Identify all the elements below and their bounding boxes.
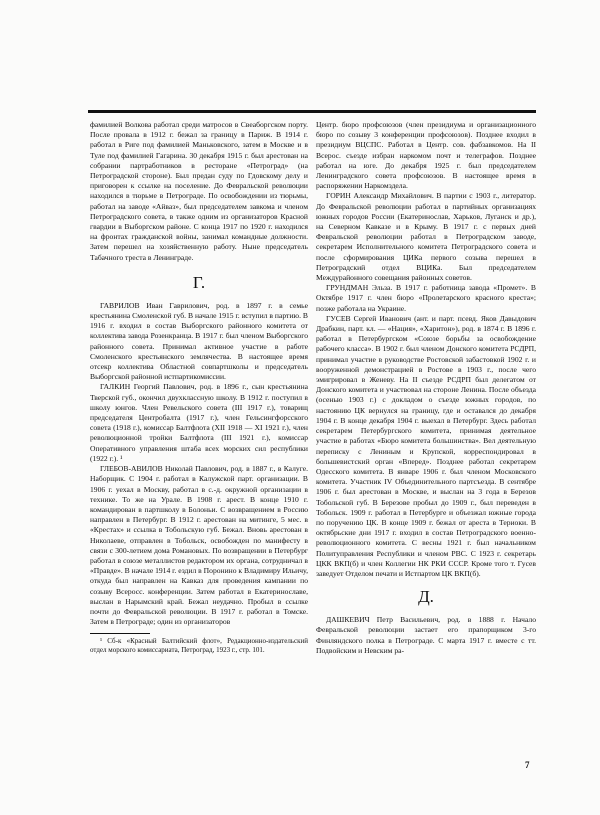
entry-gorin: ГОРИН Александр Михайлович. В партии с 1903 г., литератор. До Февральской революции работал в партийных организациях южных городов России (Екатеринослав, Харьков, Луганск и др.), на Северном Кавказе и в Крыму. В 1917 г. с первых дней Февральской революции работал в Петроградском заводе, секретарем Исполнительного комитета Петроградского совета и после сформирования ЦИКа первого созыва перешел в Петроградский отдел ВЦИКа. Был председателем Междурайонного совещания районных советов. bbox=[316, 191, 536, 283]
page-number: 7 bbox=[525, 760, 530, 770]
entry-gusev: ГУСЕВ Сергей Иванович (ант. и парт. псевд. Яков Давыдович Драбкин, парт. кл. — «Нация», «Харитон»), род. в 1874 г. В 1896 г. работал в Петербургском «Союзе борьбы за освобождение рабочего класса». В 1902 г. был членом Донского комитета РСДРП, принимал участие в руководстве Ростовской забастовкой 1902 г. и вооруженной демонстрацией в Ростове в 1903 г., после чего эмигрировал в Женеву. На II съезде РСДРП был делегатом от Донского комитета и участвовал на стороне Ленина. После объезда (осенью 1903 г.) с докладом о съезде южных городов, по настоянию ЦК вернулся на границу, где и оставался до декабря 1904 г. В конце декабря 1904 г. выехал в Петербург. Здесь работал секретарем Петербургского комитета, принимая деятельное участие в работах «Бюро комитета большинства». Вел деятельную переписку с Лениным и Крупской, корреспондировал в большевистский орган «Вперед». Позднее работал секретарем Одесского комитета. В январе 1906 г. был членом Московского комитета. Участник IV Объединительного партсъезда. В сентябре 1906 г. был арестован в Москве, и выслан на 3 года в Березов Тобольской губ. В Березове пробыл до 1909 г., был переведен в Тобольск. 1909 г. работал в Петербурге и объезжал южные города по поручению ЦК. В конце 1909 г. бежал от ареста в Териоки. В октябрьские дни 1917 г. входил в состав Петроградского военно-революционного комитета. С весны 1921 г. был начальником Политуправления Республики и членом РВС. С 1923 г. секретарь ЦКК ВКП(б) и член Коллегии НК РКИ СССР. Кроме того т. Гусев заведует Отделом печати и Истпартом ЦК ВКП(б). bbox=[316, 313, 536, 578]
footnote-divider bbox=[90, 633, 150, 634]
section-letter-d: Д. bbox=[418, 587, 434, 607]
entry-grundman: ГРУНДМАН Эльза. В 1917 г. работница завода «Промет». В Октябре 1917 г. член бюро «Пролетарского красного креста»; позже работала на Украине. bbox=[316, 283, 536, 313]
left-column bbox=[90, 120, 308, 655]
entry-gavrilov: ГАВРИЛОВ Иван Гаврилович, род. в 1897 г. в семье крестьянина Смоленской губ. В начале 1915 г. вступил в партию. В 1916 г. входил в состав Выборгского районного комитета от коллектива завода Розенкранца. В 1917 г. был членом Выборгского районного совета. Принимал активное участие в работе Смоленского крестьянского землячества. В настоящее время отсекр коллектива Областной совпартшколы и председатель Выборгской районной истпартикомиссии. bbox=[90, 300, 308, 382]
section-divider bbox=[88, 110, 536, 113]
entry-glebov-avilov: ГЛЕБОВ-АВИЛОВ Николай Павлович, род. в 1887 г., в Калуге. Наборщик. С 1904 г. работал в Калужской парт. организации. В 1906 г. уехал в Москву, работал в с.-д. окружной организации в технике. То же на Урале. В 1908 г. арест. В конце 1910 г. командирован в партшколу в Болоньи. С возвращением в Россию направлен в Петербург. В 1912 г. арестован на митинге, 5 мес. в «Крестах» и ссылка в Тобольскую губ. Бежал. Вновь арестован в Николаеве, отправлен в Тобольск, освобожден по манифесту в связи с 300-летием дома Романовых. По возвращении в Петербург работал в союзе металлистов редактором их органа, сотрудничал в «Правде». В начале 1914 г. ездил в Поронино к Владимиру Ильичу, откуда был направлен на Кавказ для проведения кампании по созыву Всеросс. конференции. Затем работал в Екатеринославе, выслан в Нарымский край. Бежал неудачно. Пробыл в ссылке почти до Февральской революции. В 1917 г. работал в Томске. Затем в Петрограде; один из организаторов bbox=[90, 464, 308, 627]
right-column bbox=[316, 120, 536, 656]
continued-entry: Центр. бюро профсоюзов (член президиума и организационного бюро по созыву 3 конференции профсоюзов). Позднее входил в президиум ВЦСПС. Работал в Центр. сов. фабзавкомов. На II Всерос. съезде избран наркомом почт и телеграфов. Позднее работал на юге. До декабря 1925 г. был председателем Ленинградского совета профсоюзов. В настоящее время в распоряжении Наркомздела. bbox=[316, 120, 536, 191]
entry-galkin: ГАЛКИН Георгий Павлович, род. в 1896 г., сын крестьянина Тверской губ., окончил двухклассную школу. В 1912 г. поступил в школу юнгов. Член Ревельского совета (III 1917 г.), товарищ председателя Центробалта (1917 г.), член Гельсингфорсского совета (1918 г.), комиссар Балтфлота (XII 1918 — XI 1921 г.), член революционной тройки Балтфлота (III 1921 г.), комиссар Оперативного управления штаба всех морских сил республики (1922 г.). ¹ bbox=[90, 382, 308, 463]
section-letter-g: Г. bbox=[192, 272, 206, 292]
entry-dashkevich: ДАШКЕВИЧ Петр Васильевич, род. в 1888 г. Начало Февральской революции застает его прапорщиком 3-го Финляндского полка в Петрограде. С марта 1917 г. вместе с тт. Подвойским и Невским ра- bbox=[316, 615, 536, 655]
continued-entry: фамилией Волкова работал среди матросов в Свеаборгском порту. После провала в 1912 г. бежал за границу в Париж. В 1914 г. работал в Риге под фамилией Маньковского, затем в Москве и в Туле под фамилией Гагарина. 30 декабря 1915 г. был арестован на собрании партработников в ресторане «Петроград» (на Петроградской стороне). Был предан суду по Гдовскому делу и приговорен к ссылке на поселение. До Февральской революции находился в тюрьме в Петрограде. По освобождении из тюрьмы, работал на заводе «Айваз», был председателем завкома и членом Петроградского совета, в также одним из организаторов Красной гвардии в Выборгском районе. С конца 1917 по 1920 г. находился на фронтах гражданской войны, занимал командные должности. Затем перешел на хозяйственную работу. Ныне председатель Табачного треста в Ленинграде. bbox=[90, 120, 308, 262]
footnote: ¹ Сб-к «Красный Балтийский флот», Редакционно-издательский отдел морского комиссариата, Петроград, 1923 г., стр. 101. bbox=[90, 637, 308, 655]
